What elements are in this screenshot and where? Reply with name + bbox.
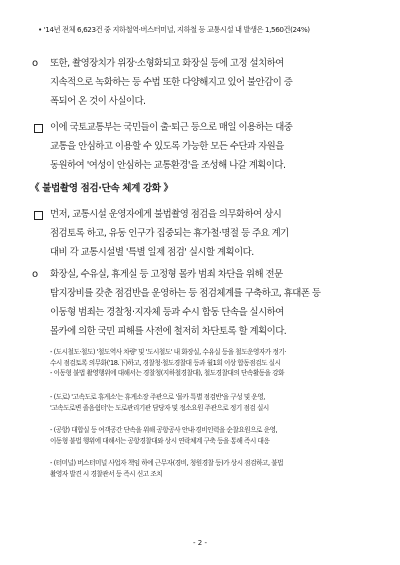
paragraph-box2 bbox=[50, 205, 380, 262]
bullet-marker: • bbox=[38, 25, 42, 34]
paragraph-o1 bbox=[50, 54, 380, 111]
paragraph-line: 동원하여 '여성이 안심하는 교통환경'을 조성해 나갈 계획이다. bbox=[50, 160, 286, 171]
paragraph-line: 또한, 촬영장치가 위장·소형화되고 화장실 등에 고정 설치하여 bbox=[50, 58, 284, 69]
paragraph-line: 지속적으로 녹화하는 등 수법 또한 다양해지고 있어 불안감이 증 bbox=[50, 77, 293, 88]
dash-item-road bbox=[50, 392, 269, 413]
dash-line: - (도로) '고속도로 휴게소'는 휴게소장 주관으로 '몰카 특별 점검반'을 구성 및 운영, bbox=[50, 393, 265, 401]
dash-line: 촬영자 발견 시 경찰관서 등 즉시 신고 조치 bbox=[50, 469, 163, 478]
top-bullet bbox=[38, 25, 310, 35]
paragraph-line: 몰카에 의한 국민 피해를 사전에 철저히 차단토록 할 계획이다. bbox=[50, 326, 287, 337]
paragraph-line: 이에 국토교통부는 국민들이 출·퇴근 등으로 매일 이용하는 대중 bbox=[50, 122, 293, 133]
page-number: - 2 - bbox=[193, 539, 207, 547]
dash-line: - (공항) 대합실 등 여객공간 단속을 위해 공항공사 안내·경비인력을 순찰요원으로 운영, bbox=[50, 426, 278, 434]
section-title: 《 불법촬영 점검·단속 체계 강화 》 bbox=[30, 183, 173, 194]
dash-line: - (터미널) 버스터미널 사업자 책임 하에 근무자(경비, 청원경찰 등)가 상시 점검하고, 불법 bbox=[50, 459, 284, 467]
paragraph-o2 bbox=[50, 265, 380, 341]
dash-line: '고속도로변 졸음쉼터'는 도로관리기관 담당자 및 정소요원 주관으로 정기 점검 실시 bbox=[50, 403, 269, 412]
paragraph-line: 점검토록 하고, 유동 인구가 집중되는 휴가철·명절 등 주요 계기 bbox=[50, 228, 289, 239]
paragraph-line: 이동형 범죄는 경찰청·지자체 등과 수시 합동 단속을 실시하여 bbox=[50, 307, 284, 318]
dash-line: 이동형 불법 행위에 대해서는 공항경찰대와 상시 연락체계 구축 등을 통해 즉시 대응 bbox=[50, 436, 270, 445]
dash-item-terminal bbox=[50, 458, 283, 479]
top-bullet-text: '14년 전체 6,623건 중 지하철역·버스터미널, 지하철 등 교통시설 내 발생은 1,560건(24%) bbox=[43, 25, 310, 34]
paragraph-line: 화장실, 수유실, 휴게실 등 고정형 몰카 범죄 차단을 위해 전문 bbox=[50, 269, 283, 280]
dash-line: 수시 점검토록 의무화('18.下)하고, 경찰청·철도경찰대 등과 월1회 이상 합동점검도 실시 bbox=[50, 358, 281, 367]
paragraph-line: 교통을 안심하고 이용할 수 있도록 가능한 모든 수단과 자원을 bbox=[50, 141, 284, 152]
paragraph-line: 탐지장비를 갖춘 점검반을 운영하는 등 점검체계를 구축하고, 휴대폰 등 bbox=[50, 288, 321, 299]
dash-line: - 이동형 불법 촬영행위에 대해서는 경찰청(지하철경찰대), 철도경찰대의 단속활동을 강화 bbox=[50, 369, 285, 377]
dash-item-airport bbox=[50, 425, 277, 446]
paragraph-line: 먼저, 교통시설 운영자에게 불법촬영 점검을 의무화하여 상시 bbox=[50, 209, 282, 220]
checkbox-square-marker bbox=[34, 124, 43, 133]
dash-line: - (도시철도·철도) '철도역사 차량' 및 '도시철도' 내 화장실, 수유실 등을 철도운영자가 정기· bbox=[50, 348, 286, 356]
dash-item-subway-rail bbox=[50, 347, 286, 379]
checkbox-square-marker bbox=[34, 211, 43, 220]
paragraph-box1 bbox=[50, 118, 380, 175]
paragraph-line: 폭되어 온 것이 사실이다. bbox=[50, 96, 146, 107]
paragraph-marker-o: o bbox=[32, 269, 39, 280]
paragraph-marker-o: o bbox=[32, 58, 39, 69]
paragraph-line: 대비 각 교통시설별 '특별 일제 점검' 실시할 계획이다. bbox=[50, 247, 254, 258]
